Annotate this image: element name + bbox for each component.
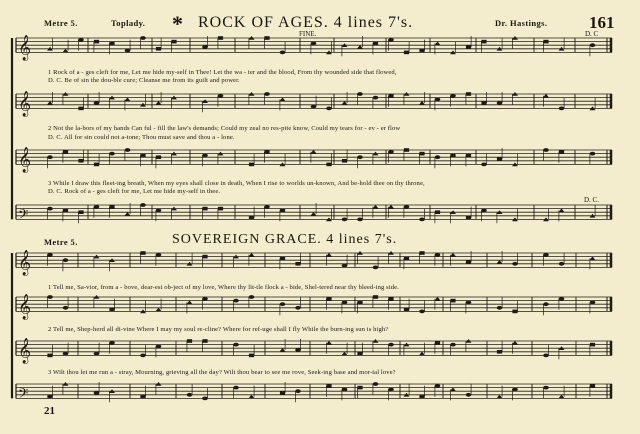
- note-head: [450, 154, 455, 158]
- note-head: [202, 207, 207, 211]
- note-head: [497, 101, 503, 105]
- note-head: [63, 352, 69, 356]
- note-head: [466, 92, 471, 96]
- treble-clef-icon: 𝄞: [18, 294, 32, 320]
- note-head: [109, 308, 114, 312]
- note-head: [295, 389, 301, 393]
- note-head: [326, 163, 331, 167]
- note-head: [435, 210, 440, 214]
- note-head: [326, 384, 331, 388]
- note-head: [466, 393, 472, 397]
- note-head: [559, 297, 565, 301]
- note-head: [63, 150, 68, 154]
- note-head: [373, 295, 378, 299]
- footer-page-number: 21: [44, 405, 55, 417]
- note-head: [94, 391, 100, 395]
- note-head: [202, 154, 208, 158]
- note-head: [512, 262, 518, 266]
- note-head: [249, 295, 255, 299]
- treble-clef-icon: 𝄞: [18, 35, 32, 61]
- star-mark: *: [172, 11, 183, 36]
- note-head: [590, 152, 596, 156]
- dc-marker: D. C: [585, 30, 599, 38]
- note-head: [140, 203, 146, 207]
- note-head: [202, 339, 207, 343]
- note-head: [202, 255, 207, 259]
- note-head: [388, 94, 393, 98]
- note-head: [435, 155, 441, 159]
- note-head: [140, 395, 145, 399]
- note-head: [156, 345, 162, 349]
- note-head: [590, 343, 595, 347]
- note-head: [388, 297, 393, 301]
- note-head: [78, 210, 83, 214]
- note-head: [435, 341, 440, 345]
- note-head: [295, 262, 300, 266]
- note-head: [326, 297, 331, 301]
- note-head: [47, 295, 53, 299]
- note-head: [466, 301, 472, 305]
- note-head: [233, 343, 239, 347]
- note-head: [94, 40, 99, 44]
- note-head: [559, 150, 564, 154]
- note-head: [481, 209, 487, 213]
- note-head: [543, 40, 548, 44]
- note-head: [156, 155, 161, 159]
- note-head: [202, 397, 208, 401]
- note-head: [404, 205, 410, 209]
- note-head: [419, 218, 425, 222]
- note-head: [543, 148, 549, 152]
- note-head: [357, 218, 363, 222]
- note-head: [404, 257, 409, 261]
- note-head: [450, 299, 455, 303]
- note-head: [559, 107, 565, 111]
- note-head: [94, 101, 100, 105]
- treble-clef-icon: 𝄞: [18, 250, 32, 276]
- note-head: [78, 159, 83, 163]
- note-head: [280, 257, 285, 261]
- note-head: [357, 155, 363, 159]
- note-head: [311, 42, 317, 46]
- note-head: [481, 163, 487, 167]
- hymn2-title: SOVEREIGN GRACE. 4 lines 7's.: [172, 232, 398, 247]
- note-head: [249, 354, 254, 358]
- note-head: [156, 253, 162, 257]
- note-head: [543, 386, 549, 390]
- page-number: 161: [589, 13, 615, 32]
- note-head: [388, 388, 394, 392]
- note-head: [543, 302, 549, 306]
- note-head: [419, 395, 424, 399]
- note-head: [342, 301, 348, 305]
- note-head: [47, 207, 53, 211]
- note-head: [202, 45, 208, 49]
- note-head: [342, 388, 347, 392]
- note-head: [404, 148, 409, 152]
- note-head: [466, 154, 471, 158]
- note-head: [497, 350, 502, 354]
- note-head: [543, 253, 549, 257]
- note-head: [481, 40, 486, 44]
- note-head: [450, 94, 456, 98]
- note-head: [249, 163, 254, 167]
- note-head: [512, 388, 518, 392]
- note-head: [497, 157, 502, 161]
- note-head: [140, 354, 146, 358]
- note-head: [156, 209, 162, 213]
- note-head: [342, 264, 348, 268]
- note-head: [47, 253, 53, 257]
- treble-clef-icon: 𝄞: [18, 338, 32, 364]
- note-head: [78, 107, 83, 111]
- hymn1-lyric-dc2: D. C. All for sin could not a-tone; Thou must save and thou a - lone.: [48, 134, 235, 141]
- note-head: [47, 155, 53, 159]
- note-head: [264, 205, 270, 209]
- note-head: [264, 150, 269, 154]
- hymn2-lyric-verse2: 2 Tell me, Shep-herd all di-vine Where I may my soul re-cline? Where for ref-uge shall I fly While the burn-ing sun is high?: [48, 326, 389, 333]
- note-head: [125, 148, 131, 152]
- note-head: [388, 343, 394, 347]
- note-head: [47, 354, 52, 358]
- note-head: [249, 216, 254, 220]
- note-head: [342, 218, 348, 222]
- note-head: [218, 94, 224, 98]
- note-head: [590, 301, 596, 305]
- note-head: [543, 354, 549, 358]
- note-head: [295, 306, 301, 310]
- note-head: [233, 386, 239, 390]
- note-head: [419, 49, 424, 53]
- note-head: [156, 47, 161, 51]
- note-head: [94, 163, 99, 167]
- note-head: [311, 105, 317, 109]
- bass-clef-icon: 𝄢: [18, 385, 29, 405]
- note-head: [466, 260, 471, 264]
- note-head: [280, 209, 285, 213]
- note-head: [280, 51, 286, 55]
- note-head: [373, 266, 379, 270]
- note-head: [497, 306, 503, 310]
- note-head: [63, 306, 69, 310]
- treble-clef-icon: 𝄞: [18, 91, 32, 117]
- note-head: [435, 384, 441, 388]
- note-head: [373, 96, 379, 100]
- note-head: [140, 251, 145, 255]
- note-head: [450, 343, 456, 347]
- note-head: [218, 207, 223, 211]
- note-head: [342, 159, 347, 163]
- note-head: [404, 308, 409, 312]
- note-head: [295, 348, 301, 352]
- note-head: [357, 352, 362, 356]
- note-head: [125, 49, 131, 53]
- note-head: [187, 393, 193, 397]
- note-head: [435, 253, 441, 257]
- note-head: [47, 395, 52, 399]
- note-head: [419, 251, 424, 255]
- note-head: [388, 150, 394, 154]
- note-head: [326, 107, 332, 111]
- note-head: [202, 297, 208, 301]
- note-head: [357, 92, 363, 96]
- note-head: [94, 352, 100, 356]
- hymn2-lyric-verse1: 1 Tell me, Sa-vior, from a - bove, dear-est ob-ject of my love, Where thy lit-tle flock a - bide, Shel-tered near thy bleed-ing side.: [48, 284, 399, 291]
- note-head: [404, 51, 409, 55]
- note-head: [419, 310, 425, 314]
- note-head: [435, 98, 441, 102]
- note-head: [590, 43, 596, 47]
- note-head: [559, 262, 565, 266]
- note-head: [63, 209, 68, 213]
- meter-label-2: Metre 5.: [44, 237, 78, 247]
- note-head: [109, 42, 114, 46]
- note-head: [357, 386, 362, 390]
- hymn1-lyric-dc3: D. C. Rock of a - ges cleft for me, Let me hide my-self in thee.: [48, 188, 221, 195]
- note-head: [357, 301, 362, 305]
- note-head: [280, 391, 285, 395]
- note-head: [512, 310, 517, 314]
- hymn-title: ROCK OF AGES. 4 lines 7's.: [198, 14, 414, 31]
- treble-clef-icon: 𝄞: [18, 147, 32, 173]
- note-head: [419, 152, 424, 156]
- note-head: [63, 258, 69, 262]
- note-head: [466, 216, 471, 220]
- hymn1-lyric-verse1: 1 Rock of a - ges cleft for me, Let me hide my-self in Thee! Let the wa - ter and the blood, From thy wounded side that flowed,: [48, 69, 397, 76]
- note-head: [590, 384, 595, 388]
- meter-label: Metre 5.: [44, 18, 78, 28]
- hymn1-lyric-verse3: 3 While I draw this fleet-ing breath, When my eyes shall close in death, When I rise to worlds un-known, And be-hold thee on thy throne,: [48, 180, 425, 187]
- note-head: [109, 152, 115, 156]
- note-head: [140, 154, 145, 158]
- note-head: [78, 38, 84, 42]
- hymn1-lyric-dc1: D. C. Be of sin the dou-ble cure; Cleanse me from its guilt and power.: [48, 77, 240, 84]
- fine-marker: FINE.: [299, 30, 317, 38]
- dc-bass-marker: D. C.: [584, 196, 599, 204]
- note-head: [280, 302, 286, 306]
- note-head: [109, 341, 115, 345]
- note-head: [264, 36, 269, 40]
- note-head: [109, 205, 114, 209]
- composer-label: Dr. Hastings.: [495, 18, 548, 28]
- author-label: Toplady.: [111, 18, 146, 28]
- note-head: [233, 299, 239, 303]
- bass-clef-icon: 𝄢: [18, 206, 29, 226]
- note-head: [466, 45, 471, 49]
- note-head: [373, 382, 379, 386]
- hymn2-lyric-verse3: 3 Wilt thou let me run a - stray, Mourning, grieving all the day? Wilt thou bear to see me rove, Seek-ing base and mor-tal love?: [48, 369, 396, 376]
- note-head: [218, 36, 223, 40]
- note-head: [171, 40, 176, 44]
- note-head: [140, 36, 146, 40]
- note-head: [373, 42, 378, 46]
- note-head: [388, 38, 394, 42]
- staff-layer: [12, 34, 612, 404]
- note-head: [481, 101, 486, 105]
- note-head: [94, 205, 100, 209]
- note-head: [264, 92, 270, 96]
- note-head: [187, 339, 192, 343]
- hymn1-lyric-verse2: 2 Not the la-bors of my hands Can ful - fill the law's demands; Could my zeal no res-pite know, Could my tears for - ev - er flow: [48, 125, 401, 132]
